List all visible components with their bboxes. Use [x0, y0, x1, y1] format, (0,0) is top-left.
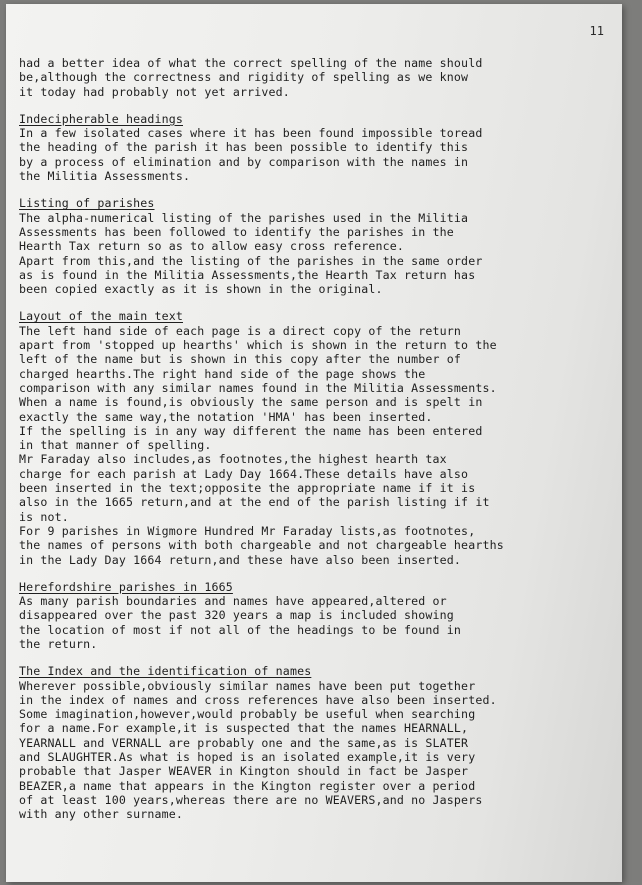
section-index-and-names [19, 664, 619, 821]
document-text [19, 56, 619, 822]
section-listing-of-parishes [19, 196, 619, 296]
section-body: Wherever possible,obviously similar names have been put together in the index of names and cross references have also been inserted. Some imagination,however,would probably be useful when searching for a name.For example,it is suspected that the names HEARNALL, YEARNALL and VERNALL are probably one and the same,as is SLATER and SLAUGHTER.As what is hoped is an isolated example,it is very probable that Jasper WEAVER in Kington should in fact be Jasper BEAZER,a name that appears in the Kington register over a period of at least 100 years,whereas there are no WEAVERS,and no Jaspers with any other surname. [19, 678, 497, 822]
section-heading: Layout of the main text [19, 309, 183, 324]
section-heading: The Index and the identification of names [19, 664, 312, 679]
section-heading: Indecipherable headings [19, 111, 183, 126]
section-heading: Herefordshire parishes in 1665 [19, 579, 233, 594]
section-layout-of-main-text [19, 309, 619, 566]
section-body: The left hand side of each page is a direct copy of the return apart from 'stopped up hearths' which is shown in the return to the left of the name but is shown in this copy after the number of charged hearths.The right hand side of the page shows the comparison with any similar names found in the Militia Assessments. When a name is found,is obviously the same person and is spelt in exactly the same way,the notation 'HMA' has been inserted. If the spelling is in any way different the name has been entered in that manner of spelling. Mr Faraday also includes,as footnotes,the highest hearth tax charge for each parish at Lady Day 1664.These details have also been inserted in the text;opposite the appropriate name if it is also in the 1665 return,and at the end of the parish listing if it is not. For 9 parishes in Wigmore Hundred Mr Faraday lists,as footnotes, the names of persons with both chargeable and not chargeable hearths in the Lady Day 1664 return,and these have also been inserted. [19, 323, 504, 567]
typed-document-page [6, 4, 622, 882]
section-herefordshire-parishes [19, 580, 619, 651]
intro-paragraph: had a better idea of what the correct spelling of the name should be,although the correctness and rigidity of spelling as we know it today had probably not yet arrived. [19, 56, 483, 99]
section-body: In a few isolated cases where it has been found impossible toread the heading of the parish it has been possible to identify this by a process of elimination and by comparison with the names in the Militia Assessments. [19, 126, 483, 184]
section-indecipherable-headings [19, 112, 619, 183]
page-number: 11 [589, 24, 604, 38]
section-heading: Listing of parishes [19, 196, 155, 211]
section-body: As many parish boundaries and names have appeared,altered or disappeared over the past 320 years a map is included showing the location of most if not all of the headings to be found in the return. [19, 594, 462, 651]
section-body: The alpha-numerical listing of the parishes used in the Militia Assessments has been followed to identify the parishes in the Hearth Tax return so as to allow easy cross reference. Apart from this,and the listing of the parishes in the same order as is found in the Militia Assessments,the Hearth Tax return has been copied exactly as it is shown in the original. [19, 210, 483, 297]
